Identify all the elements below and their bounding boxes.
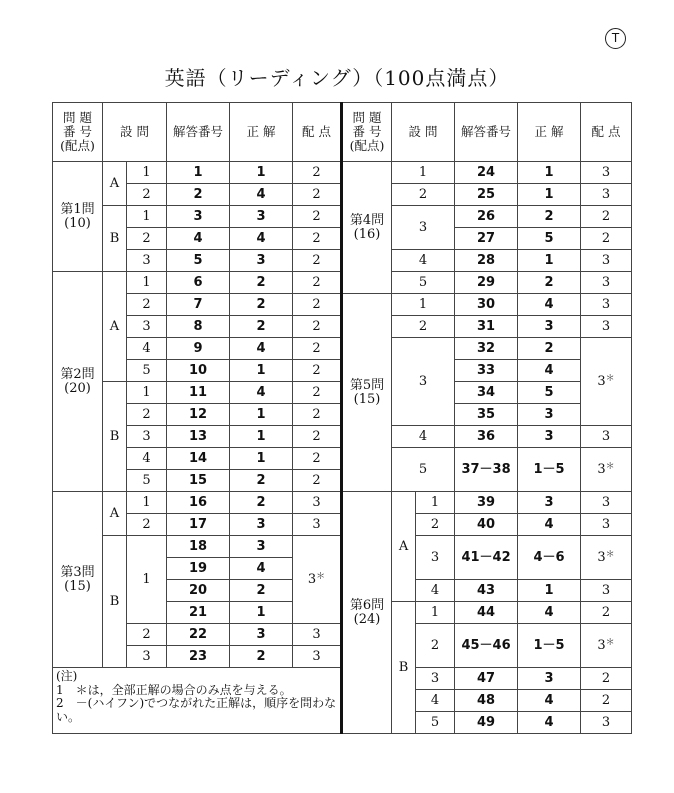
- correct-cell: 1－5: [518, 448, 581, 492]
- points-cell: 2: [293, 184, 342, 206]
- points-cell: 2: [293, 250, 342, 272]
- correct-cell: 4: [518, 712, 581, 734]
- answer-number-cell: 20: [167, 580, 230, 602]
- question-cell: 2: [392, 316, 455, 338]
- question-cell: 2: [127, 184, 167, 206]
- question-cell: 2: [127, 624, 167, 646]
- correct-cell: 3: [230, 206, 293, 228]
- answer-number-cell: 11: [167, 382, 230, 404]
- header-answer-no: 解答番号: [167, 103, 230, 162]
- answer-number-cell: 39: [455, 492, 518, 514]
- correct-cell: 4: [518, 294, 581, 316]
- answer-number-cell: 14: [167, 448, 230, 470]
- question-cell: 2: [416, 514, 455, 536]
- correct-cell: 3: [518, 316, 581, 338]
- points-cell: 3＊: [581, 448, 632, 492]
- answer-number-cell: 41－42: [455, 536, 518, 580]
- points-cell: 2: [293, 338, 342, 360]
- question-cell: 1: [416, 492, 455, 514]
- points-cell: 2: [293, 382, 342, 404]
- answer-number-cell: 32: [455, 338, 518, 360]
- answer-number-cell: 44: [455, 602, 518, 624]
- correct-cell: 2: [230, 294, 293, 316]
- question-cell: 4: [392, 426, 455, 448]
- note-2: 2 －(ハイフン)でつながれた正解は，順序を問わない。: [56, 696, 337, 724]
- points-cell: 3＊: [581, 624, 632, 668]
- correct-cell: 4: [518, 690, 581, 712]
- answer-number-cell: 18: [167, 536, 230, 558]
- part-cell: A: [103, 162, 127, 206]
- answer-number-cell: 6: [167, 272, 230, 294]
- points-cell: 2: [293, 404, 342, 426]
- points-cell: 2: [293, 360, 342, 382]
- question-cell: 1: [127, 492, 167, 514]
- correct-cell: 1: [518, 162, 581, 184]
- question-cell: 2: [392, 184, 455, 206]
- correct-cell: 2: [230, 492, 293, 514]
- problem-cell: 第5問 (15): [342, 294, 392, 492]
- question-cell: 3: [416, 668, 455, 690]
- correct-cell: 2: [230, 470, 293, 492]
- question-cell: 3: [127, 426, 167, 448]
- question-cell: 2: [127, 404, 167, 426]
- correct-cell: 4: [230, 228, 293, 250]
- question-cell: 2: [127, 294, 167, 316]
- table-row: [53, 492, 632, 514]
- header-correct: 正 解: [518, 103, 581, 162]
- points-cell: 3: [581, 250, 632, 272]
- points-cell: 3: [293, 646, 342, 668]
- answer-number-cell: 8: [167, 316, 230, 338]
- points-cell: 2: [293, 448, 342, 470]
- correct-cell: 2: [518, 206, 581, 228]
- question-cell: 5: [392, 448, 455, 492]
- correct-cell: 5: [518, 382, 581, 404]
- points-cell: 2: [293, 228, 342, 250]
- answer-number-cell: 12: [167, 404, 230, 426]
- part-cell: B: [392, 602, 416, 734]
- question-cell: 4: [416, 580, 455, 602]
- header-problem: 問 題 番 号 (配点): [53, 103, 103, 162]
- points-cell: 3: [581, 514, 632, 536]
- answer-number-cell: 23: [167, 646, 230, 668]
- question-cell: 2: [127, 228, 167, 250]
- problem-cell: 第2問 (20): [53, 272, 103, 492]
- correct-cell: 5: [518, 228, 581, 250]
- correct-cell: 4: [518, 360, 581, 382]
- points-cell: 2: [293, 470, 342, 492]
- answer-table: [52, 102, 632, 734]
- header-points: 配 点: [293, 103, 342, 162]
- question-cell: 3: [392, 206, 455, 250]
- points-cell: 3: [581, 580, 632, 602]
- correct-cell: 1: [230, 602, 293, 624]
- part-cell: B: [103, 536, 127, 668]
- answer-number-cell: 7: [167, 294, 230, 316]
- correct-cell: 3: [230, 536, 293, 558]
- question-cell: 3: [127, 646, 167, 668]
- answer-number-cell: 47: [455, 668, 518, 690]
- correct-cell: 4－6: [518, 536, 581, 580]
- correct-cell: 4: [230, 184, 293, 206]
- problem-cell: 第3問 (15): [53, 492, 103, 668]
- question-cell: 5: [127, 360, 167, 382]
- answer-number-cell: 28: [455, 250, 518, 272]
- answer-number-cell: 1: [167, 162, 230, 184]
- question-cell: 1: [392, 294, 455, 316]
- question-cell: 4: [416, 690, 455, 712]
- points-cell: 3: [581, 712, 632, 734]
- answer-number-cell: 22: [167, 624, 230, 646]
- note-1: 1 ＊は，全部正解の場合のみ点を与える。: [56, 682, 292, 697]
- points-cell: 3: [581, 162, 632, 184]
- question-cell: 5: [392, 272, 455, 294]
- points-cell: 3: [581, 184, 632, 206]
- answer-number-cell: 2: [167, 184, 230, 206]
- question-cell: 5: [416, 712, 455, 734]
- question-cell: 3: [416, 536, 455, 580]
- points-cell: 2: [581, 228, 632, 250]
- header-correct: 正 解: [230, 103, 293, 162]
- points-cell: 2: [293, 294, 342, 316]
- answer-number-cell: 35: [455, 404, 518, 426]
- points-cell: 2: [293, 272, 342, 294]
- points-cell: 3: [581, 316, 632, 338]
- question-cell: 5: [127, 470, 167, 492]
- correct-cell: 1: [518, 580, 581, 602]
- correct-cell: 1: [230, 426, 293, 448]
- table-row: [53, 294, 632, 316]
- table-row: [53, 162, 632, 184]
- notes: [53, 668, 342, 734]
- correct-cell: 3: [230, 624, 293, 646]
- answer-number-cell: 29: [455, 272, 518, 294]
- answer-number-cell: 48: [455, 690, 518, 712]
- notes-label: (注): [56, 669, 78, 683]
- points-cell: 3: [293, 624, 342, 646]
- correct-cell: 1: [230, 360, 293, 382]
- question-cell: 1: [392, 162, 455, 184]
- correct-cell: 4: [230, 382, 293, 404]
- correct-cell: 4: [230, 558, 293, 580]
- part-cell: A: [392, 492, 416, 602]
- points-cell: 3＊: [581, 536, 632, 580]
- correct-cell: 1: [230, 162, 293, 184]
- points-cell: 2: [581, 602, 632, 624]
- answer-number-cell: 21: [167, 602, 230, 624]
- points-cell: 2: [293, 316, 342, 338]
- answer-number-cell: 34: [455, 382, 518, 404]
- question-cell: 3: [127, 316, 167, 338]
- points-cell: 3: [581, 426, 632, 448]
- question-cell: 4: [127, 448, 167, 470]
- points-cell: 3: [293, 492, 342, 514]
- question-cell: 1: [127, 162, 167, 184]
- correct-cell: 1: [518, 184, 581, 206]
- points-cell: 2: [293, 206, 342, 228]
- question-cell: 1: [416, 602, 455, 624]
- part-cell: B: [103, 206, 127, 272]
- question-cell: 3: [392, 338, 455, 426]
- points-cell: 2: [581, 668, 632, 690]
- points-cell: 3＊: [293, 536, 342, 624]
- problem-cell: 第4問 (16): [342, 162, 392, 294]
- problem-cell: 第6問 (24): [342, 492, 392, 734]
- correct-cell: 3: [518, 404, 581, 426]
- answer-number-cell: 49: [455, 712, 518, 734]
- correct-cell: 1: [230, 404, 293, 426]
- question-cell: 2: [127, 514, 167, 536]
- header-problem: 問 題 番 号 (配点): [342, 103, 392, 162]
- correct-cell: 1: [230, 448, 293, 470]
- correct-cell: 2: [230, 646, 293, 668]
- question-cell: 1: [127, 536, 167, 624]
- page-title: 英語（リーディング）（100点満点）: [164, 66, 510, 90]
- points-cell: 3: [581, 492, 632, 514]
- answer-number-cell: 4: [167, 228, 230, 250]
- answer-number-cell: 10: [167, 360, 230, 382]
- correct-cell: 1: [518, 250, 581, 272]
- answer-number-cell: 31: [455, 316, 518, 338]
- question-cell: 1: [127, 272, 167, 294]
- correct-cell: 2: [230, 272, 293, 294]
- header-setsumon: 設 問: [103, 103, 167, 162]
- question-cell: 1: [127, 382, 167, 404]
- question-cell: 3: [127, 250, 167, 272]
- question-cell: 2: [416, 624, 455, 668]
- answer-number-cell: 19: [167, 558, 230, 580]
- answer-number-cell: 33: [455, 360, 518, 382]
- correct-cell: 2: [518, 272, 581, 294]
- question-cell: 4: [392, 250, 455, 272]
- answer-number-cell: 5: [167, 250, 230, 272]
- correct-cell: 3: [518, 492, 581, 514]
- answer-number-cell: 16: [167, 492, 230, 514]
- points-cell: 2: [581, 206, 632, 228]
- question-cell: 1: [127, 206, 167, 228]
- answer-number-cell: 13: [167, 426, 230, 448]
- question-cell: 4: [127, 338, 167, 360]
- correct-cell: 3: [518, 668, 581, 690]
- header-points: 配 点: [581, 103, 632, 162]
- header-answer-no: 解答番号: [455, 103, 518, 162]
- correct-cell: 3: [518, 426, 581, 448]
- answer-number-cell: 27: [455, 228, 518, 250]
- points-cell: 3: [581, 294, 632, 316]
- problem-cell: 第1問 (10): [53, 162, 103, 272]
- points-cell: 3: [293, 514, 342, 536]
- part-cell: B: [103, 382, 127, 492]
- header-setsumon: 設 問: [392, 103, 455, 162]
- points-cell: 2: [581, 690, 632, 712]
- answer-number-cell: 43: [455, 580, 518, 602]
- answer-number-cell: 26: [455, 206, 518, 228]
- correct-cell: 4: [518, 514, 581, 536]
- correct-cell: 2: [230, 316, 293, 338]
- answer-number-cell: 45－46: [455, 624, 518, 668]
- correct-cell: 3: [230, 514, 293, 536]
- points-cell: 3: [581, 272, 632, 294]
- answer-number-cell: 24: [455, 162, 518, 184]
- t-mark: T: [605, 28, 626, 49]
- answer-number-cell: 3: [167, 206, 230, 228]
- answer-number-cell: 40: [455, 514, 518, 536]
- answer-number-cell: 9: [167, 338, 230, 360]
- answer-number-cell: 36: [455, 426, 518, 448]
- correct-cell: 3: [230, 250, 293, 272]
- points-cell: 2: [293, 162, 342, 184]
- correct-cell: 4: [230, 338, 293, 360]
- correct-cell: 1－5: [518, 624, 581, 668]
- part-cell: A: [103, 492, 127, 536]
- correct-cell: 4: [518, 602, 581, 624]
- correct-cell: 2: [518, 338, 581, 360]
- points-cell: 3＊: [581, 338, 632, 426]
- answer-number-cell: 37－38: [455, 448, 518, 492]
- answer-number-cell: 17: [167, 514, 230, 536]
- correct-cell: 2: [230, 580, 293, 602]
- points-cell: 2: [293, 426, 342, 448]
- answer-number-cell: 25: [455, 184, 518, 206]
- answer-number-cell: 30: [455, 294, 518, 316]
- part-cell: A: [103, 272, 127, 382]
- answer-number-cell: 15: [167, 470, 230, 492]
